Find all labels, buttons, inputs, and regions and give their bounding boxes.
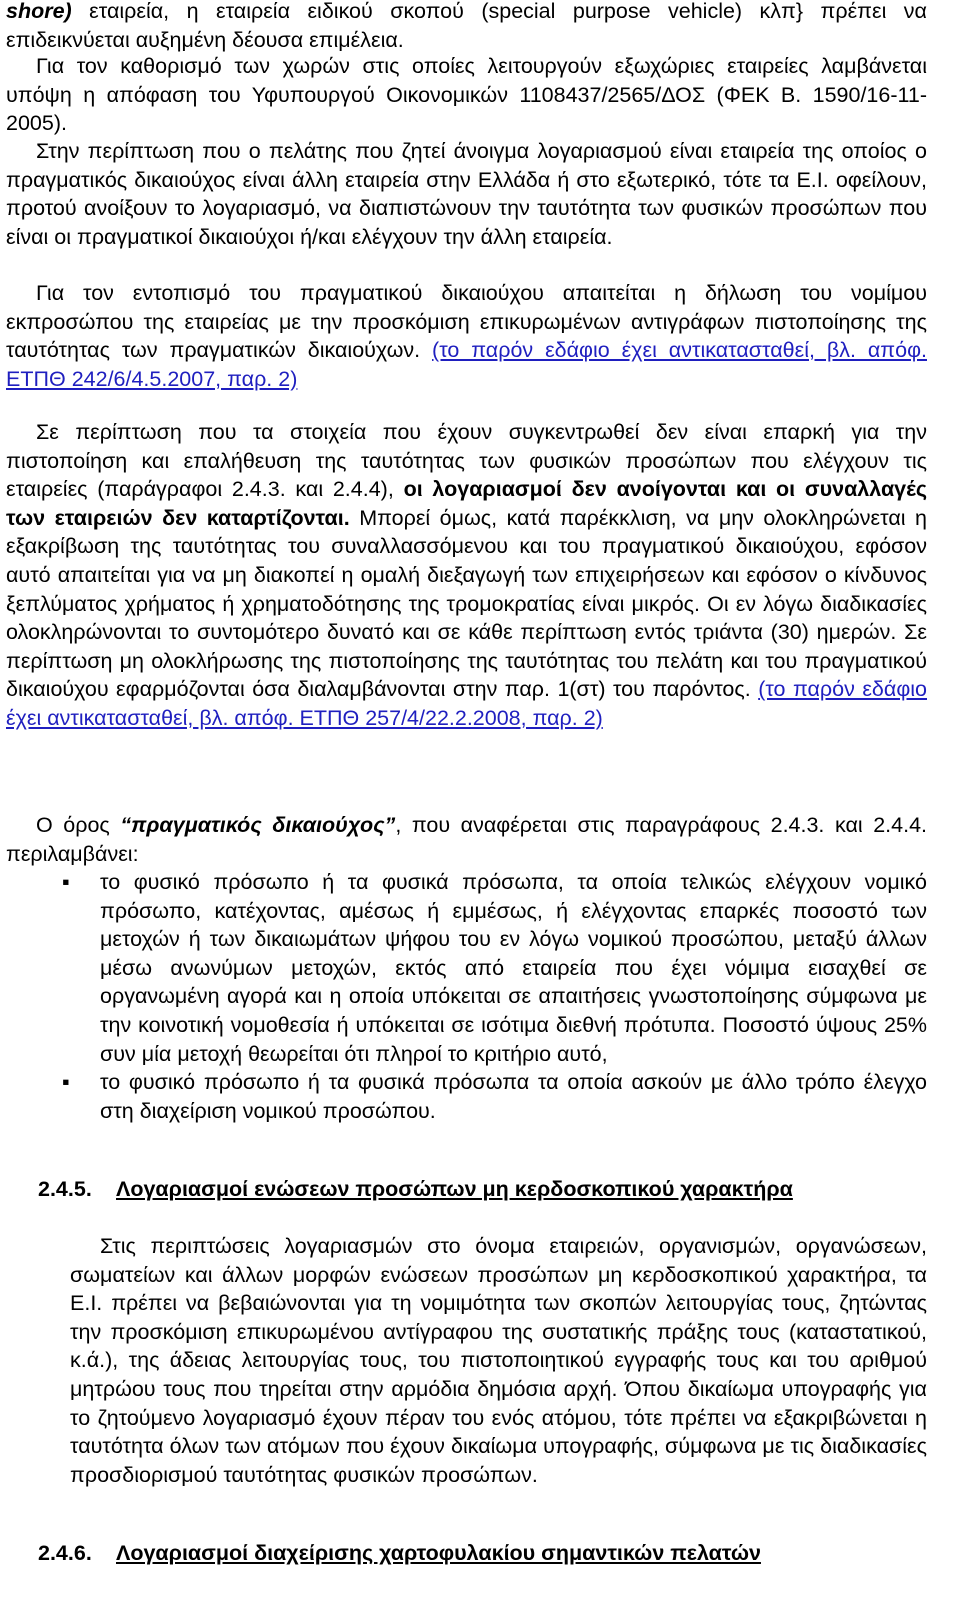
paragraph-text: Μπορεί όμως, κατά παρέκκλιση, να μην ολοκληρώνεται η εξακρίβωση της ταυτότητας του συναλλασσόμενου και του πραγματικού δικαιούχου, εφόσον αυτό απαιτείται για να μη διακοπεί η ομαλή διεξαγωγή των επιχειρήσεων και εφόσον ο κίνδυνος ξεπλύματος χρήματος ή χρηματοδότησης της τρομοκρατίας είναι μικρός. Οι εν λόγω διαδικασίες ολοκληρώνονται το συντομότερο δυνατό και σε κάθε περίπτωση εντός τριάντα (30) ημερών. Σε περίπτωση μη ολοκλήρωσης της πιστοποίησης της ταυτότητας του πελάτη και του πραγματικού δικαιούχου εφαρμόζονται όσα διαλαμβάνονται στην παρ. 1(στ) του παρόντος. [6,505,927,702]
section-heading-2-4-5 [38,1175,793,1204]
section-title: Λογαριασμοί ενώσεων προσώπων μη κερδοσκοπικού χαρακτήρα [116,1177,793,1201]
bold-statement: οι λογαριασμοί δεν ανοίγονται και οι συναλλαγές των εταιρειών δεν καταρτίζονται. [6,477,927,530]
list-item-text: το φυσικό πρόσωπο ή τα φυσικά πρόσωπα τα οποία ασκούν με άλλο τρόπο έλεγχο στη διαχείριση νομικού προσώπου. [100,1070,927,1123]
list-item-text: το φυσικό πρόσωπο ή τα φυσικά πρόσωπα, τα οποία τελικώς ελέγχουν νομικό πρόσωπο, κατέχοντας, αμέσως ή εμμέσως, ή ελέγχοντας επαρκές ποσοστό των μετοχών ή των δικαιωμάτων ψήφου του εν λόγω νομικού προσώπου, μεταξύ άλλων μέσω ανωνύμων μετοχών, εκτός από εταιρεία που έχει νόμιμα εισαχθεί σε οργανωμένη αγορά και η οποία υπόκειται σε απαιτήσεις γνωστοποίησης σύμφωνα με την κοινοτική νομοθεσία ή υπόκειται σε ισότιμα διεθνή πρότυπα. Ποσοστό ύψους 25% συν μία μετοχή θεωρείται ότι πληροί το κριτήριο αυτό, [100,870,927,1066]
paragraph-text: Στην περίπτωση που ο πελάτης που ζητεί άνοιγμα λογαριασμού είναι εταιρεία της οποίος ο πραγματικός δικαιούχος είναι άλλη εταιρεία στην Ελλάδα ή στο εξωτερικό, τότε τα Ε.Ι. οφείλουν, προτού ανοίξουν το λογαριασμό, να διαπιστώνουν την ταυτότητα των φυσικών προσώπων που είναι οι πραγματικοί δικαιούχοι ή/και ελέγχουν την άλλη εταιρεία. [6,139,927,249]
paragraph-beneficial-owner-company [6,137,927,251]
section-number: 2.4.6. [38,1541,92,1565]
section-title: Λογαριασμοί διαχείρισης χαρτοφυλακίου σημαντικών πελατών [116,1541,761,1565]
paragraph-beneficial-owner-definition [6,811,927,868]
paragraph-offshore-countries [6,52,927,138]
paragraph-text: Ο όρος [36,813,121,837]
section-body-2-4-5 [70,1232,927,1489]
square-bullet-icon: ▪ [62,870,70,894]
amendment-link[interactable]: (το παρόν εδάφιο έχει αντικατασταθεί, βλ. απόφ. ΕΤΠΘ 242/6/4.5.2007, παρ. 2) [6,338,927,391]
offshore-term: shore) [6,0,72,23]
square-bullet-icon: ▪ [62,1070,70,1095]
paragraph-text: Στις περιπτώσεις λογαριασμών στο όνομα εταιρειών, οργανισμών, οργανώσεων, σωματείων και άλλων μορφών ενώσεων προσώπων μη κερδοσκοπικού χαρακτήρα, τα Ε.Ι. πρέπει να βεβαιώνονται για τη νομιμότητα των σκοπών λειτουργίας τους, ζητώντας την προσκόμιση επικυρωμένου αντίγραφου της συστατικής πράξης τους (καταστατικού, κ.ά.), της άδειας λειτουργίας τους, του πιστοποιητικού εγγραφής τους και του αριθμού μητρώου τους που τηρείται στην αρμόδια δημόσια αρχή. Όπου δικαίωμα υπογραφής για το ζητούμενο λογαριασμό έχουν πέραν του ενός ατόμου, τότε πρέπει να εξακριβώνεται η ταυτότητα όλων των ατόμων που έχουν δικαίωμα υπογραφής, σύμφωνα με τις διαδικασίες προσδιορισμού ταυτότητας φυσικών προσώπων. [70,1234,927,1487]
paragraph-text: , που αναφέρεται στις παραγράφους 2.4.3. και 2.4.4. περιλαμβάνει: [6,813,928,866]
paragraph-text: εταιρεία, η εταιρεία ειδικού σκοπού (special purpose vehicle) κλπ} πρέπει να επιδεικνύεται αυξημένη δέουσα επιμέλεια. [6,0,927,52]
defined-term: “πραγματικός δικαιούχος” [120,813,396,837]
paragraph-text: Για τον καθορισμό των χωρών στις οποίες λειτουργούν εξωχώριες εταιρείες λαμβάνεται υπόψη η απόφαση του Υφυπουργού Οικονομικών 1108437/2565/ΔΟΣ (ΦΕΚ Β. 1590/16-11-2005). [6,54,927,136]
paragraph-identification [6,279,927,393]
list-item [62,868,927,1068]
paragraph-offshore [6,0,927,54]
paragraph-insufficient-data [6,418,927,733]
list-item [62,1068,927,1125]
amendment-link[interactable]: (το παρόν εδάφιο έχει αντικατασταθεί, βλ. απόφ. ΕΤΠΘ 257/4/22.2.2008, παρ. 2) [6,677,927,730]
section-heading-2-4-6 [38,1539,761,1568]
section-number: 2.4.5. [38,1177,92,1201]
paragraph-text: Για τον εντοπισμό του πραγματικού δικαιούχου απαιτείται η δήλωση του νομίμου εκπροσώπου της εταιρείας με την προσκόμιση επικυρωμένων αντιγράφων πιστοποίησης της ταυτότητας των πραγματικών δικαιούχων. [6,281,927,363]
paragraph-text: Σε περίπτωση που τα στοιχεία που έχουν συγκεντρωθεί δεν είναι επαρκή για την πιστοποίηση και επαλήθευση της ταυτότητας των φυσικών προσώπων που ελέγχουν τις εταιρείες (παράγραφοι 2.4.3. και 2.4.4), [6,420,927,502]
bullet-list [62,868,927,1125]
